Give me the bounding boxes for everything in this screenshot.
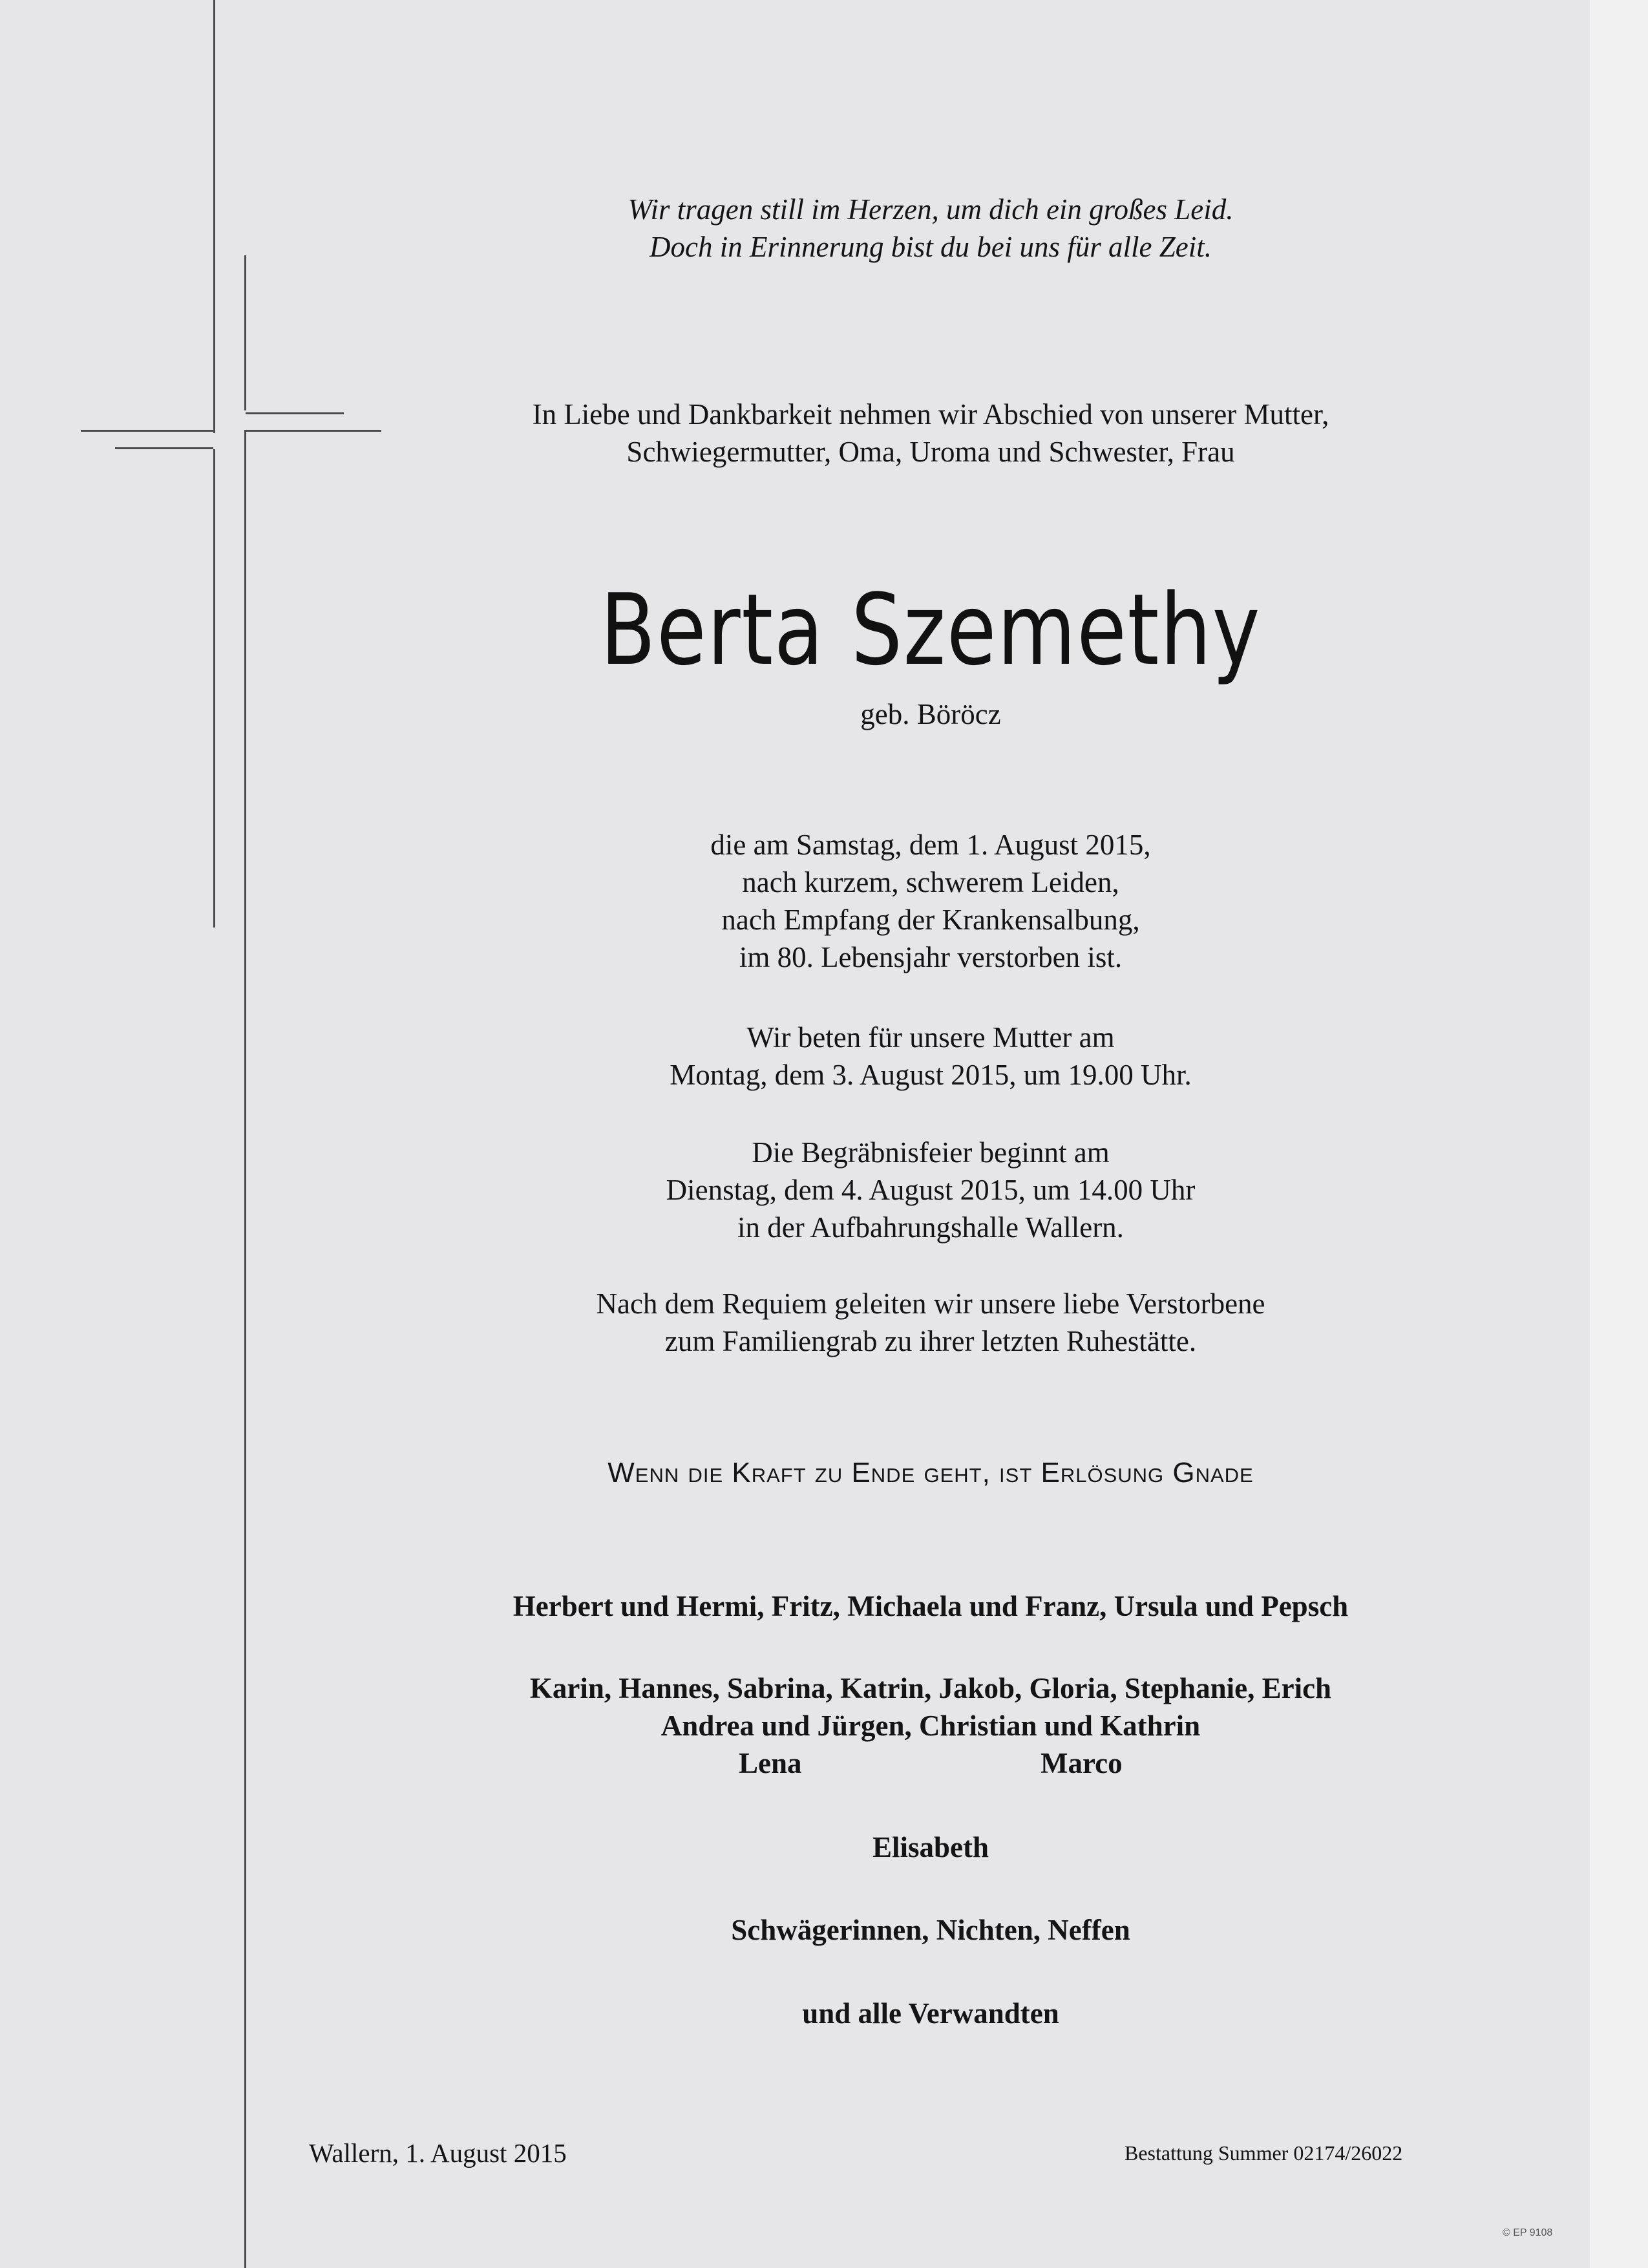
death-line: nach Empfang der Krankensalbung, (721, 904, 1140, 936)
requiem-notice (323, 1285, 1538, 1360)
death-notice (323, 826, 1538, 976)
sibling-name: Elisabeth (872, 1831, 989, 1863)
prayer-line: Wir beten für unsere Mutter am (746, 1021, 1115, 1054)
verse-line: Doch in Erinnerung bist du bei uns für alle Zeit. (650, 231, 1212, 263)
children-list: Herbert und Hermi, Fritz, Michaela und Franz, Ursula und Pepsch (512, 1590, 1349, 1622)
great-grandchild-name: Lena (739, 1747, 802, 1779)
death-line: im 80. Lebensjahr verstorben ist. (739, 941, 1123, 973)
print-code: © EP 9108 (1503, 2227, 1553, 2238)
funeral-notice (323, 1134, 1538, 1246)
requiem-line: zum Familiengrab zu ihrer letzten Ruhestätte. (664, 1325, 1197, 1357)
grandchildren-line: Andrea und Jürgen, Christian und Kathrin (660, 1710, 1201, 1742)
funeral-line: Die Begräbnisfeier beginnt am (752, 1136, 1110, 1169)
intro-text (323, 396, 1538, 471)
death-line: die am Samstag, dem 1. August 2015, (710, 829, 1151, 861)
intro-line: Schwiegermutter, Oma, Uroma und Schwester, Frau (626, 436, 1235, 468)
grandchildren-line: Karin, Hannes, Sabrina, Katrin, Jakob, Gloria, Stephanie, Erich (529, 1672, 1332, 1704)
page-edge (1590, 0, 1648, 2268)
intro-line: In Liebe und Dankbarkeit nehmen wir Abschied von unserer Mutter, (532, 398, 1329, 430)
deceased-block (323, 575, 1538, 685)
funeral-line: in der Aufbahrungshalle Wallern. (737, 1211, 1124, 1244)
relatives-line: und alle Verwandten (802, 1997, 1059, 2030)
funeral-line: Dienstag, dem 4. August 2015, um 14.00 Uhr (666, 1174, 1196, 1206)
place-date: Wallern, 1. August 2015 (309, 2138, 567, 2168)
in-laws-line: Schwägerinnen, Nichten, Neffen (731, 1914, 1130, 1946)
prayer-notice (323, 1019, 1538, 1094)
undertaker-contact: Bestattung Summer 02174/26022 (1125, 2141, 1403, 2165)
great-grandchild-name: Marco (1041, 1747, 1123, 1779)
grandchildren-list (323, 1669, 1538, 1744)
prayer-line: Montag, dem 3. August 2015, um 19.00 Uhr. (670, 1059, 1192, 1091)
deceased-name: Berta Szemethy (600, 573, 1262, 687)
verse-line: Wir tragen still im Herzen, um dich ein großes Leid. (628, 193, 1234, 226)
death-line: nach kurzem, schwerem Leiden, (742, 866, 1119, 898)
memorial-verse (323, 191, 1538, 266)
requiem-line: Nach dem Requiem geleiten wir unsere liebe Verstorbene (596, 1288, 1265, 1320)
maiden-name: geb. Böröcz (860, 698, 1001, 730)
motto: Wenn die Kraft zu Ende geht, ist Erlösung Gnade (607, 1457, 1254, 1489)
